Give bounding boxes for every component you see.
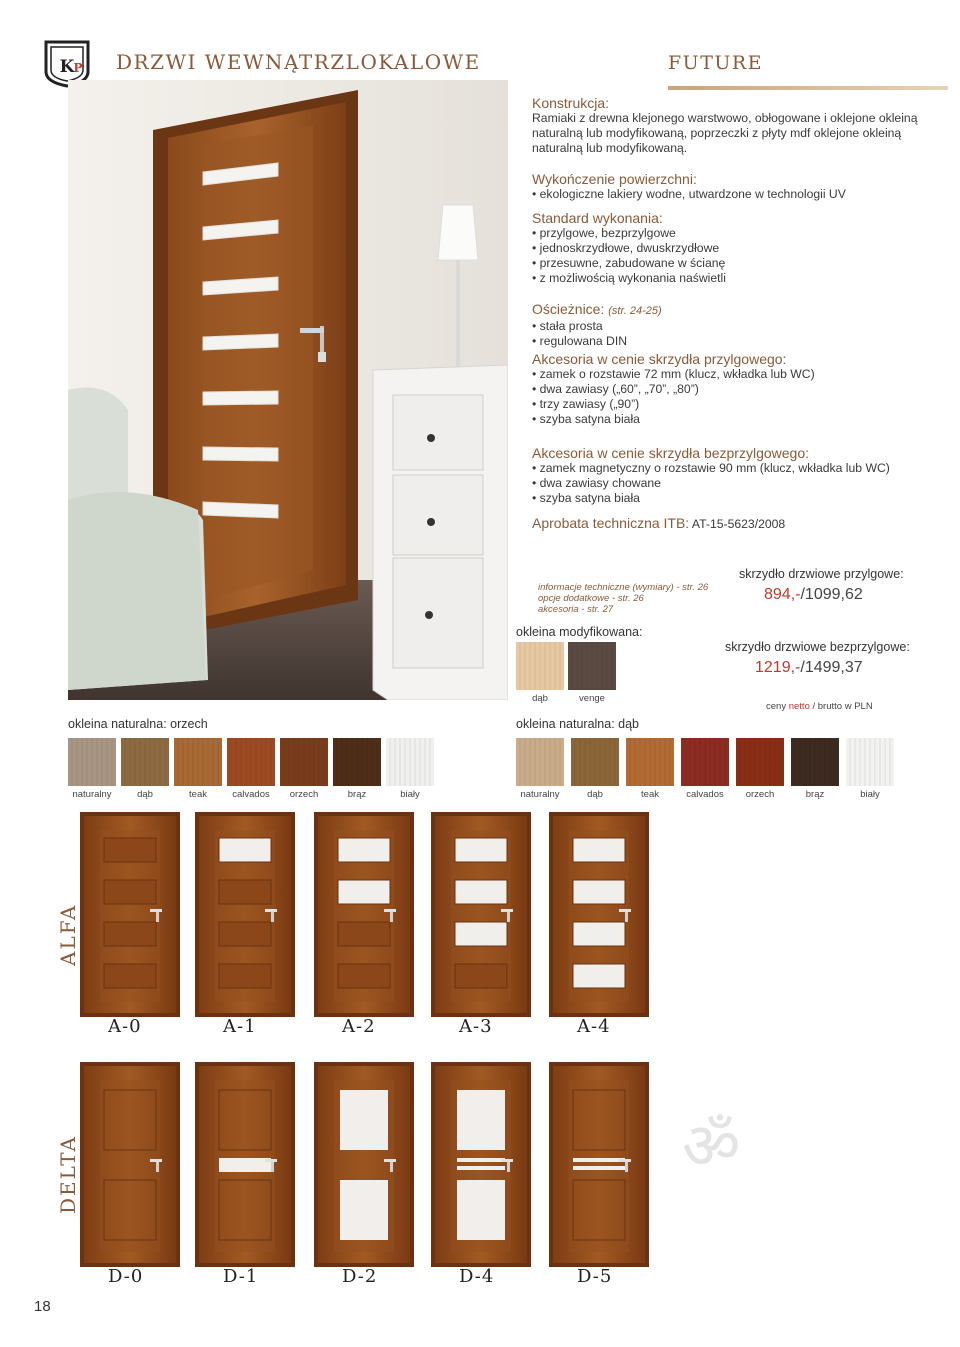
orzech-veneer-label: okleina naturalna: orzech (68, 717, 208, 731)
modified-veneer-label: okleina modyfikowana: (516, 625, 643, 639)
aprobata-value: AT-15-5623/2008 (691, 517, 786, 531)
akcesoria-item: • szyba satyna biała (532, 491, 952, 506)
akcesoria-item: • trzy zawiasy („90”) (532, 397, 952, 412)
door-model-a-1[interactable] (195, 812, 295, 1017)
price-bezprzylgowe-label: skrzydło drzwiowe bezprzylgowe: (725, 640, 910, 654)
spec-akcesoria-przylgowe (532, 352, 952, 427)
veneer-swatch (791, 738, 839, 786)
veneer-swatch (227, 738, 275, 786)
page-title: DRZWI WEWNĄTRZLOKALOWE (116, 50, 481, 74)
door-model-d-2[interactable] (314, 1062, 414, 1267)
veneer-swatch (333, 738, 381, 786)
konstrukcja-text: Ramiaki z drewna klejonego warstwowo, obłogowane i oklejone okleiną naturalną lub modyfikowaną, poprzeczki z płyty mdf oklejone okleiną naturalną lub modyfikowaną. (532, 111, 918, 155)
akcesoria-item: • szyba satyna biała (532, 412, 952, 427)
wykonczenie-item: • ekologiczne lakiery wodne, utwardzone w technologii UV (532, 187, 952, 202)
veneer-swatch (571, 738, 619, 786)
dab-veneer-label: okleina naturalna: dąb (516, 717, 640, 731)
door-model-label: A-1 (223, 1016, 257, 1037)
note-line: opcje dodatkowe - str. 26 (538, 593, 644, 604)
veneer-swatch (516, 642, 564, 690)
page-number: 18 (34, 1298, 51, 1315)
spec-wykonczenie (532, 172, 952, 202)
om-watermark-icon: ॐ (682, 1110, 741, 1184)
door-model-label: A-0 (108, 1016, 142, 1037)
veneer-swatch-label: naturalny (520, 789, 560, 800)
door-model-d-1[interactable] (195, 1062, 295, 1267)
price-note-netto: netto (788, 701, 810, 712)
standard-item: • z możliwością wykonania naświetli (532, 271, 952, 286)
alfa-series-label: ALFA (56, 903, 80, 966)
veneer-swatch (280, 738, 328, 786)
standard-item: • jednoskrzydłowe, dwuskrzydłowe (532, 241, 952, 256)
note-line: akcesoria - str. 27 (538, 604, 614, 615)
veneer-swatch (568, 642, 616, 690)
door-model-label: D-5 (577, 1266, 613, 1287)
veneer-swatch-label: teak (641, 789, 659, 800)
veneer-swatch (516, 738, 564, 786)
door-model-a-0[interactable] (80, 812, 180, 1017)
door-model-label: D-0 (108, 1266, 144, 1287)
akcesoria-przylgowe-heading: Akcesoria w cenie skrzydła przylgowego: (532, 351, 787, 367)
door-model-label: A-3 (459, 1016, 493, 1037)
door-model-label: D-1 (223, 1266, 259, 1287)
veneer-swatch-label: calvados (232, 789, 270, 800)
spec-akcesoria-bezprzylgowe (532, 446, 952, 506)
veneer-swatch-label: venge (579, 693, 605, 704)
veneer-swatch (681, 738, 729, 786)
oscieznice-ref: (str. 24-25) (608, 305, 662, 317)
price-note-text: ceny (766, 701, 789, 712)
oscieznice-heading: Ościeżnice: (532, 301, 605, 317)
door-model-label: D-2 (342, 1266, 378, 1287)
veneer-swatch-label: brąz (805, 789, 825, 800)
svg-text:K: K (59, 57, 75, 77)
price-bezprzylgowe (755, 659, 863, 677)
veneer-swatch-label: biały (400, 789, 420, 800)
standard-heading: Standard wykonania: (532, 210, 663, 226)
veneer-swatch-label: orzech (289, 789, 319, 800)
door-model-d-0[interactable] (80, 1062, 180, 1267)
akcesoria-item: • zamek magnetyczny o rozstawie 90 mm (klucz, wkładka lub WC) (532, 461, 952, 476)
veneer-swatch-label: dąb (532, 693, 548, 704)
interior-photo (68, 80, 508, 700)
price-note-text: / brutto w PLN (809, 701, 873, 712)
veneer-swatch-label: orzech (745, 789, 775, 800)
akcesoria-item: • dwa zawiasy („60”, „70”, „80”) (532, 382, 952, 397)
veneer-swatch-label: calvados (686, 789, 724, 800)
door-model-a-2[interactable] (314, 812, 414, 1017)
standard-item: • przesuwne, zabudowane w ścianę (532, 256, 952, 271)
veneer-swatch (736, 738, 784, 786)
veneer-swatch-label: dąb (587, 789, 603, 800)
standard-item: • przylgowe, bezprzylgowe (532, 226, 952, 241)
akcesoria-bezprzylgowe-heading: Akcesoria w cenie skrzydła bezprzylgowego: (532, 445, 810, 461)
veneer-swatch-label: naturalny (72, 789, 112, 800)
door-model-label: A-2 (342, 1016, 376, 1037)
spec-aprobata (532, 516, 952, 532)
door-model-a-4[interactable] (549, 812, 649, 1017)
note-line: informacje techniczne (wymiary) - str. 26 (538, 582, 709, 593)
header-divider (668, 86, 948, 90)
veneer-swatch-label: brąz (347, 789, 367, 800)
price-netto: 1219,- (755, 659, 801, 676)
wykonczenie-heading: Wykończenie powierzchni: (532, 171, 697, 187)
spec-standard (532, 211, 952, 286)
price-przylgowe (764, 586, 863, 604)
veneer-swatch (846, 738, 894, 786)
price-note (766, 701, 873, 712)
spec-konstrukcja (532, 96, 952, 156)
konstrukcja-heading: Konstrukcja: (532, 95, 610, 111)
delta-series-label: DELTA (56, 1135, 80, 1214)
veneer-swatch (626, 738, 674, 786)
veneer-swatch (121, 738, 169, 786)
door-model-label: A-4 (577, 1016, 611, 1037)
price-brutto: /1099,62 (800, 586, 863, 603)
veneer-swatch-label: dąb (137, 789, 153, 800)
door-model-d-5[interactable] (549, 1062, 649, 1267)
veneer-swatch (68, 738, 116, 786)
oscieznice-item: • regulowana DIN (532, 334, 952, 349)
veneer-swatch-label: teak (189, 789, 207, 800)
spec-oscieznice (532, 302, 952, 349)
oscieznice-item: • stała prosta (532, 319, 952, 334)
veneer-swatch (386, 738, 434, 786)
svg-text:P: P (73, 61, 83, 75)
price-przylgowe-label: skrzydło drzwiowe przylgowe: (739, 567, 904, 581)
price-brutto: /1499,37 (800, 659, 863, 676)
door-model-a-3[interactable] (431, 812, 531, 1017)
door-model-label: D-4 (459, 1266, 495, 1287)
price-netto: 894,- (764, 586, 801, 603)
series-name: FUTURE (668, 52, 764, 74)
veneer-swatch (174, 738, 222, 786)
veneer-swatch-label: biały (860, 789, 880, 800)
aprobata-heading: Aprobata techniczna ITB: (532, 515, 690, 531)
reference-notes (538, 582, 708, 615)
akcesoria-item: • dwa zawiasy chowane (532, 476, 952, 491)
akcesoria-item: • zamek o rozstawie 72 mm (klucz, wkładka lub WC) (532, 367, 952, 382)
door-model-d-4[interactable] (431, 1062, 531, 1267)
